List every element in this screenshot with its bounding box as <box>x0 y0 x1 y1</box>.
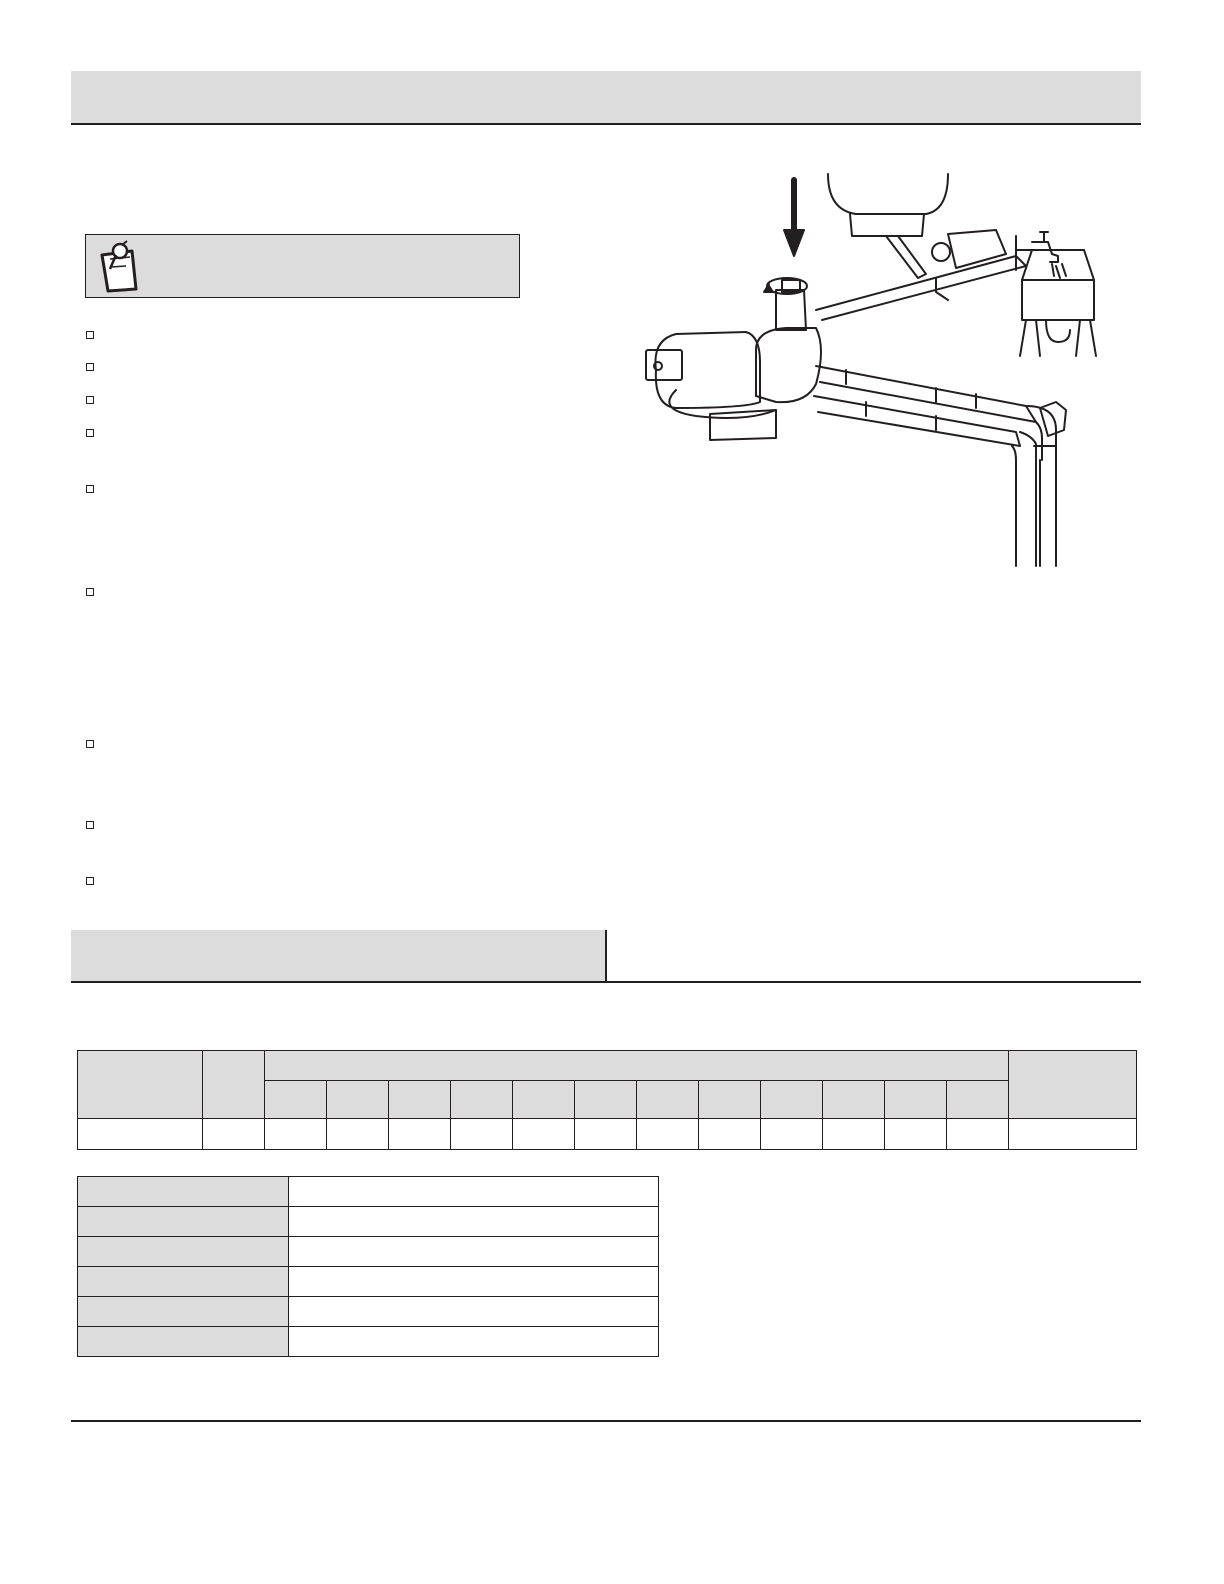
spec-value <box>289 1207 659 1237</box>
perf-header-model <box>78 1051 203 1119</box>
perf-cell <box>947 1119 1009 1150</box>
perf-subheader <box>947 1081 1009 1119</box>
spec-value <box>289 1297 659 1327</box>
spec-value <box>289 1267 659 1297</box>
footer-rule <box>71 1420 1141 1422</box>
checklist-box-9 <box>86 877 94 885</box>
perf-subheader <box>513 1081 575 1119</box>
perf-cell <box>327 1119 389 1150</box>
pushpin-note-icon <box>96 239 142 293</box>
checklist-box-4 <box>86 429 94 437</box>
perf-cell <box>513 1119 575 1150</box>
header-rule <box>71 123 1141 125</box>
section2-rule <box>71 981 1141 983</box>
pump-priming-illustration <box>636 170 1110 572</box>
header-band <box>71 71 1141 123</box>
spec-key <box>78 1237 289 1267</box>
spec-key <box>78 1267 289 1297</box>
checklist-box-7 <box>86 740 94 748</box>
perf-cell <box>761 1119 823 1150</box>
perf-cell <box>78 1119 203 1150</box>
perf-cell <box>637 1119 699 1150</box>
perf-subheader <box>885 1081 947 1119</box>
spec-key <box>78 1297 289 1327</box>
performance-table <box>77 1050 1137 1150</box>
checklist-box-8 <box>86 821 94 829</box>
perf-subheader <box>823 1081 885 1119</box>
perf-subheader <box>327 1081 389 1119</box>
perf-cell <box>885 1119 947 1150</box>
spec-key <box>78 1327 289 1357</box>
perf-subheader <box>637 1081 699 1119</box>
perf-cell <box>451 1119 513 1150</box>
section2-band <box>71 930 606 982</box>
perf-subheader <box>389 1081 451 1119</box>
checklist-box-3 <box>86 396 94 404</box>
perf-header-last <box>1009 1051 1137 1119</box>
spec-value <box>289 1327 659 1357</box>
checklist-box-5 <box>86 485 94 493</box>
perf-cell <box>265 1119 327 1150</box>
perf-cell <box>203 1119 265 1150</box>
checklist-box-1 <box>86 331 94 339</box>
spec-value <box>289 1177 659 1207</box>
perf-subheader <box>265 1081 327 1119</box>
perf-cell <box>389 1119 451 1150</box>
note-box <box>85 234 520 298</box>
perf-header-hp <box>203 1051 265 1119</box>
perf-subheader <box>761 1081 823 1119</box>
spec-key <box>78 1177 289 1207</box>
spec-table <box>77 1176 659 1357</box>
section2-divider <box>605 930 607 982</box>
perf-subheader <box>451 1081 513 1119</box>
perf-subheader <box>575 1081 637 1119</box>
perf-subheader <box>699 1081 761 1119</box>
perf-cell <box>575 1119 637 1150</box>
perf-cell <box>699 1119 761 1150</box>
perf-cell <box>823 1119 885 1150</box>
spec-value <box>289 1237 659 1267</box>
perf-header-group <box>265 1051 1009 1081</box>
checklist-box-6 <box>86 588 94 596</box>
spec-key <box>78 1207 289 1237</box>
checklist-box-2 <box>86 363 94 371</box>
perf-cell <box>1009 1119 1137 1150</box>
